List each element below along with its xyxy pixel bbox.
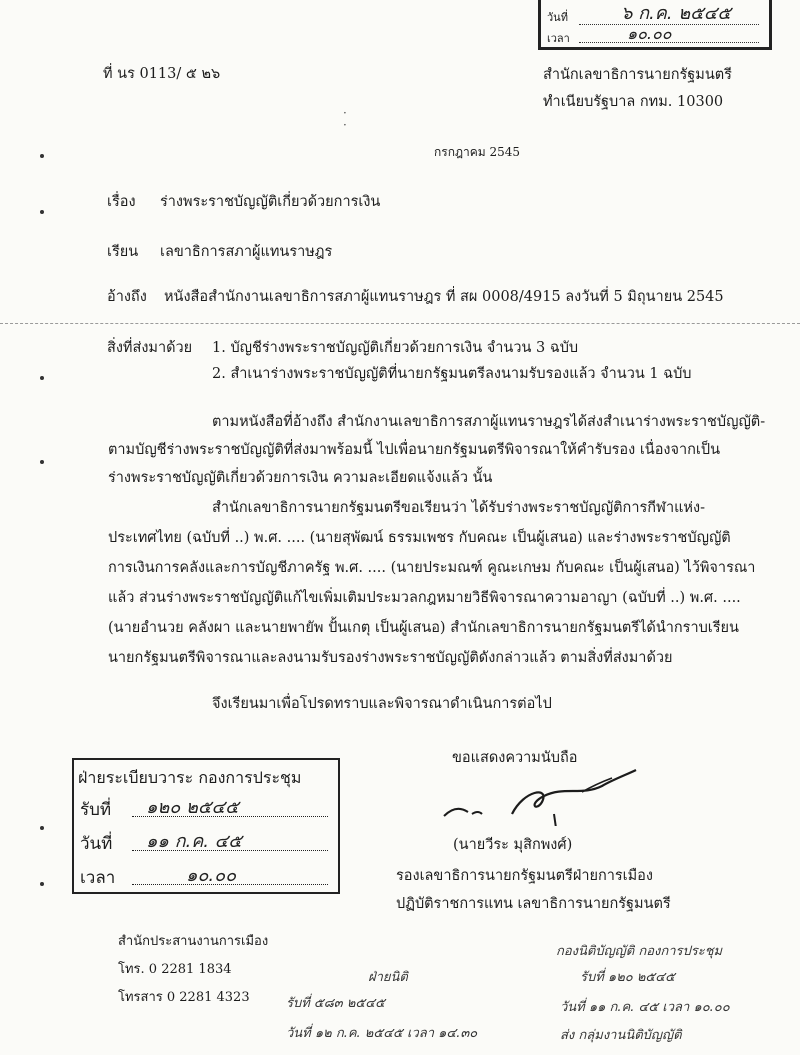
handnote-right-title: กองนิติบัญญัติ กองการประชุม xyxy=(556,944,723,959)
handnote-center-title: ฝ่ายนิติ xyxy=(368,970,408,985)
stamp-time-label: เวลา xyxy=(547,32,570,45)
to-text: เลขาธิการสภาผู้แทนราษฎร xyxy=(160,244,333,260)
handnote-right-line2: วันที่ ๑๑ ก.ค. ๔๕ เวลา ๑๐.๐๐ xyxy=(560,1000,730,1015)
registration-stamp xyxy=(72,758,340,894)
signature xyxy=(432,764,652,826)
body-p2-line1: สำนักเลขาธิการนายกรัฐมนตรีขอเรียนว่า ได้รับร่างพระราชบัญญัติการกีฬาแห่ง- xyxy=(212,500,705,516)
stamp-date-value: ๖ ก.ค. ๒๕๔๕ xyxy=(621,3,731,24)
handnote-center-line1: รับที่ ๕๘๓ ๒๕๔๕ xyxy=(286,996,385,1011)
reg-time-value: ๑๐.๐๐ xyxy=(186,865,237,886)
margin-dot xyxy=(40,154,44,158)
margin-dot xyxy=(40,460,44,464)
margin-dot xyxy=(40,376,44,380)
reg-time-label: เวลา xyxy=(80,868,116,888)
footer-fax: โทรสาร 0 2281 4323 xyxy=(118,990,250,1005)
handnote-center-line2: วันที่ ๑๒ ก.ค. ๒๕๔๕ เวลา ๑๔.๓๐ xyxy=(286,1026,478,1041)
body-p2-line6: นายกรัฐมนตรีพิจารณาและลงนามรับรองร่างพระราชบัญญัติดังกล่าวแล้ว ตามสิ่งที่ส่งมาด้วย xyxy=(108,650,673,666)
footer-office: สำนักประสานงานการเมือง xyxy=(118,934,269,949)
enclosures-label: สิ่งที่ส่งมาด้วย xyxy=(107,340,193,356)
body-p2-line4: แล้ว ส่วนร่างพระราชบัญญัติแก้ไขเพิ่มเติมประมวลกฎหมายวิธีพิจารณาความอาญา (ฉบับที่ ..) พ.ศ. .... xyxy=(108,590,741,606)
reg-date-value: ๑๑ ก.ค. ๔๕ xyxy=(146,831,242,852)
reg-recv-value: ๑๒๐ ๒๕๔๕ xyxy=(146,797,239,818)
enclosure-item-2: 2. สำเนาร่างพระราชบัญญัติที่นายกรัฐมนตรีลงนามรับรองแล้ว จำนวน 1 ฉบับ xyxy=(212,366,692,382)
enclosure-item-1: 1. บัญชีร่างพระราชบัญญัติเกี่ยวด้วยการเงิน จำนวน 3 ฉบับ xyxy=(212,340,579,356)
subject-text: ร่างพระราชบัญญัติเกี่ยวด้วยการเงิน xyxy=(160,194,381,210)
reg-date-label: วันที่ xyxy=(80,834,113,854)
subject-label: เรื่อง xyxy=(107,194,136,210)
date-line: กรกฎาคม 2545 xyxy=(434,145,521,159)
receipt-stamp-top xyxy=(538,0,772,50)
margin-dot xyxy=(40,826,44,830)
body-p2-line3: การเงินการคลังและการบัญชีภาครัฐ พ.ศ. .... (นายประมณฑ์ คูณะเกษม กับคณะ เป็นผู้เสนอ) ไว้พิจารณา xyxy=(108,560,756,576)
stamp-time-value: ๑๐.๐๐ xyxy=(627,24,672,43)
margin-dot xyxy=(40,210,44,214)
scan-fold-line xyxy=(0,323,800,324)
handnote-right-line1: รับที่ ๑๒๐ ๒๕๔๕ xyxy=(580,970,675,985)
closing-regards: ขอแสดงความนับถือ xyxy=(452,750,578,766)
sender-office: สำนักเลขาธิการนายกรัฐมนตรี xyxy=(543,67,732,83)
body-p1-line1: ตามหนังสือที่อ้างถึง สำนักงานเลขาธิการสภาผู้แทนราษฎรได้ส่งสำเนาร่างพระราชบัญญัติ- xyxy=(212,414,766,430)
signer-title-1: รองเลขาธิการนายกรัฐมนตรีฝ่ายการเมือง xyxy=(396,868,653,884)
scan-mark: · xyxy=(343,106,347,120)
to-label: เรียน xyxy=(107,244,139,260)
body-p1-line3: ร่างพระราชบัญญัติเกี่ยวด้วยการเงิน ความละเอียดแจ้งแล้ว นั้น xyxy=(108,470,493,486)
document-number: ที่ นร 0113/ ๕ ๒๖ xyxy=(103,66,221,82)
stamp-date-label: วันที่ xyxy=(547,11,568,24)
margin-dot xyxy=(40,882,44,886)
footer-phone: โทร. 0 2281 1834 xyxy=(118,962,232,977)
reg-recv-label: รับที่ xyxy=(80,800,112,820)
reg-stamp-title: ฝ่ายระเบียบวาระ กองการประชุม xyxy=(78,768,302,787)
body-p1-line2: ตามบัญชีร่างพระราชบัญญัติที่ส่งมาพร้อมนี้ ไปเพื่อนายกรัฐมนตรีพิจารณาให้คำรับรอง เนื่องจากเป็น xyxy=(108,442,720,458)
sender-address: ทำเนียบรัฐบาล กทม. 10300 xyxy=(543,94,724,110)
signer-title-2: ปฏิบัติราชการแทน เลขาธิการนายกรัฐมนตรี xyxy=(396,896,671,912)
scan-mark: · xyxy=(343,118,347,132)
body-p3: จึงเรียนมาเพื่อโปรดทราบและพิจารณาดำเนินการต่อไป xyxy=(212,696,552,712)
signer-name: (นายวีระ มุสิกพงศ์) xyxy=(453,837,573,853)
handnote-right-line3: ส่ง กลุ่มงานนิติบัญญัติ xyxy=(560,1028,682,1043)
body-p2-line2: ประเทศไทย (ฉบับที่ ..) พ.ศ. .... (นายสุพัฒน์ ธรรมเพชร กับคณะ เป็นผู้เสนอ) และร่างพระราชบัญญัติ xyxy=(108,530,731,546)
ref-text: หนังสือสำนักงานเลขาธิการสภาผู้แทนราษฎร ที่ สผ 0008/4915 ลงวันที่ 5 มิถุนายน 2545 xyxy=(164,289,724,305)
ref-label: อ้างถึง xyxy=(107,289,147,305)
body-p2-line5: (นายอำนวย คลังผา และนายพายัพ ปั้นเกตุ เป็นผู้เสนอ) สำนักเลขาธิการนายกรัฐมนตรีได้นำกราบเรียน xyxy=(108,620,739,636)
